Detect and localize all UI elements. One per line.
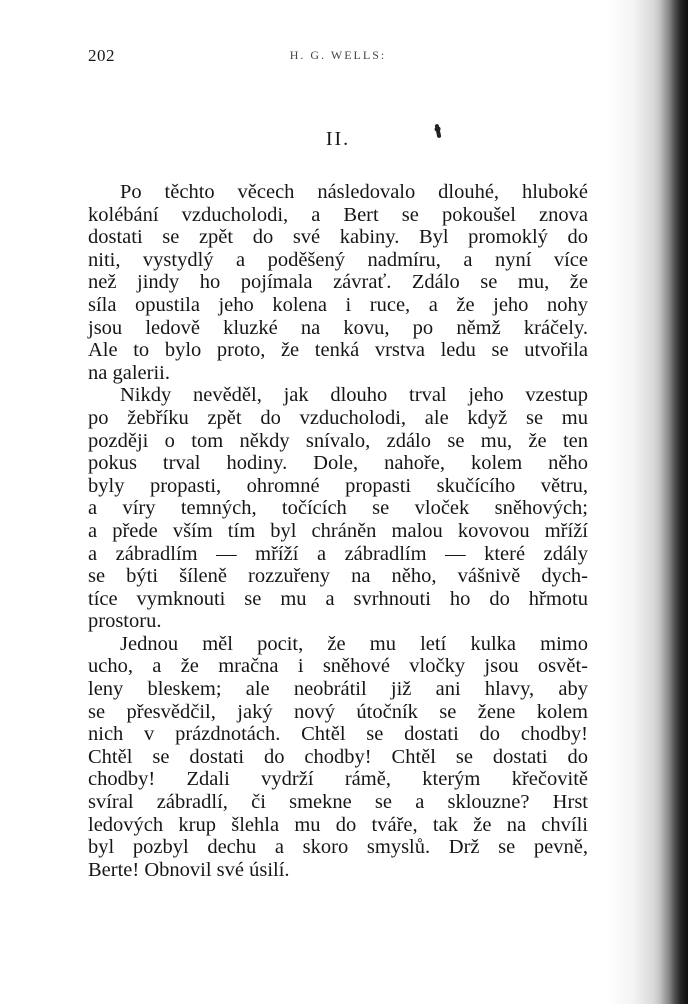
text-line: ledových krup šlehla mu do tváře, tak že na chvíli bbox=[88, 813, 588, 836]
paragraph bbox=[88, 633, 588, 882]
text-line: ucho, a že mračna i sněhové vločky jsou osvět- bbox=[88, 655, 588, 678]
text-line: Chtěl se dostati do chodby! Chtěl se dostati do bbox=[88, 745, 588, 768]
text-line: se býti šíleně rozzuřeny na něho, vášnivě dych- bbox=[88, 565, 588, 588]
paragraph bbox=[88, 181, 588, 384]
body-text bbox=[88, 181, 588, 881]
chapter-heading: II. bbox=[325, 128, 351, 150]
text-line: Po těchto věcech následovalo dlouhé, hluboké bbox=[120, 181, 588, 203]
text-line: tíce vymknouti se mu a svrhnouti ho do hřmotu bbox=[88, 587, 588, 610]
text-line: svíral zábradlí, či smekne se a sklouzne? Hrst bbox=[88, 791, 588, 814]
text-line: později o tom někdy snívalo, zdálo se mu, že ten bbox=[88, 429, 588, 452]
text-line: Berte! Obnovil své úsilí. bbox=[88, 858, 290, 881]
paragraph bbox=[88, 384, 588, 633]
text-line: Nikdy nevěděl, jak dlouho trval jeho vzestup bbox=[120, 384, 588, 407]
text-line: síla opustila jeho kolena i ruce, a že jeho nohy bbox=[88, 293, 588, 316]
text-line: Jednou měl pocit, že mu letí kulka mimo bbox=[120, 632, 588, 655]
text-line: a víry temných, točících se vloček sněhových; bbox=[88, 497, 588, 520]
text-line: prostoru. bbox=[88, 610, 162, 633]
running-head: H. G. WELLS: bbox=[289, 48, 387, 62]
page-header bbox=[88, 46, 588, 68]
page-gutter-shadow bbox=[660, 0, 688, 1004]
text-line: a přede vším tím byl chráněn malou kovovou mříží bbox=[88, 519, 588, 542]
text-line: nich v prázdnotách. Chtěl se dostati do chodby! bbox=[88, 723, 588, 746]
text-line: po žebříku zpět do vzducholodi, ale když se mu bbox=[88, 406, 588, 429]
text-line: leny bleskem; ale neobrátil již ani hlavy, aby bbox=[88, 678, 588, 701]
text-line: niti, vystydlý a poděšený nadmíru, a nyní více bbox=[88, 248, 588, 271]
text-line: kolébání vzducholodi, a Bert se pokoušel znova bbox=[88, 203, 588, 226]
text-line: pokus trval hodiny. Dole, nahoře, kolem něho bbox=[88, 452, 588, 475]
text-line: na galerii. bbox=[88, 361, 170, 384]
text-line: a zábradlím — mříží a zábradlím — které zdály bbox=[88, 542, 588, 565]
text-line: Ale to bylo proto, že tenká vrstva ledu se utvořila bbox=[88, 339, 588, 362]
text-line: než jindy ho pojímala závrať. Zdálo se mu, že bbox=[88, 271, 588, 294]
page-number: 202 bbox=[88, 46, 115, 65]
text-line: byl pozbyl dechu a skoro smyslů. Drž se pevně, bbox=[88, 836, 588, 859]
text-line: se přesvědčil, jaký nový útočník se žene kolem bbox=[88, 700, 588, 723]
text-line: dostati se zpět do své kabiny. Byl promoklý do bbox=[88, 226, 588, 249]
text-line: byly propasti, ohromné propasti skučícího větru, bbox=[88, 474, 588, 497]
text-line: chodby! Zdali vydrží rámě, kterým křečovitě bbox=[88, 768, 588, 791]
text-line: jsou ledově kluzké na kovu, po němž kráčely. bbox=[88, 316, 588, 339]
